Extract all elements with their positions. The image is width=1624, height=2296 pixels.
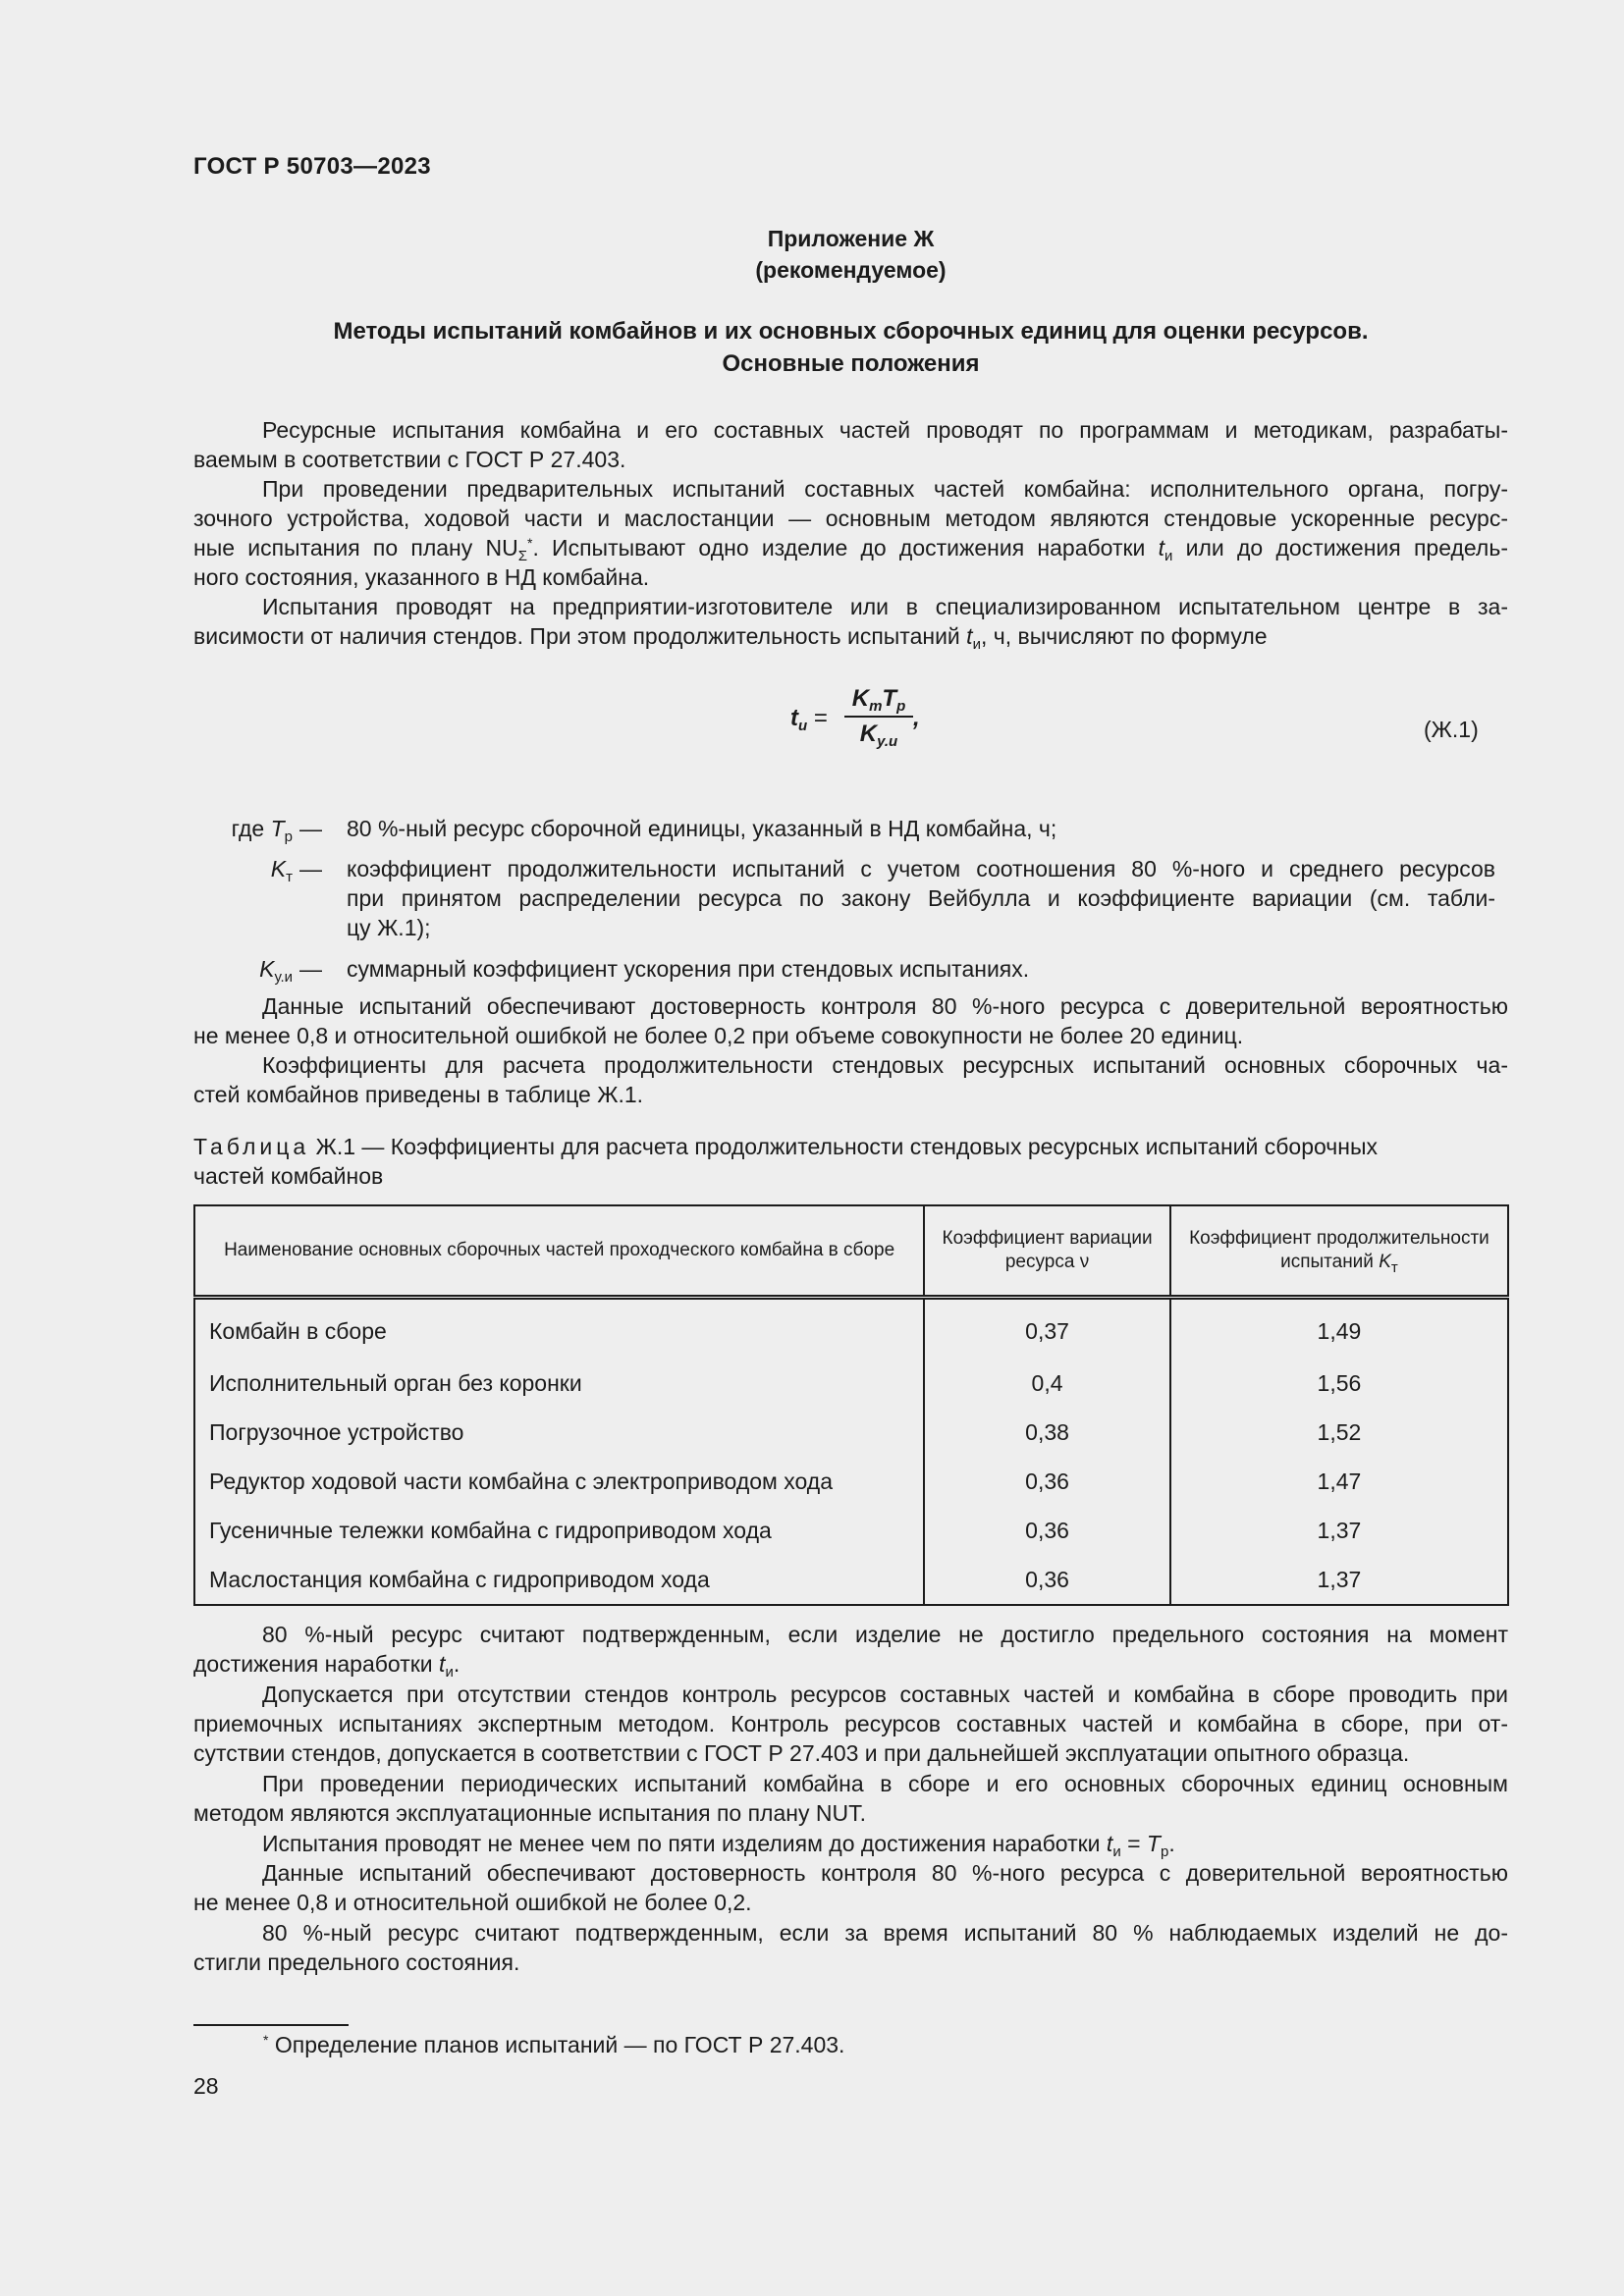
cell-duration: 1,49 (1170, 1298, 1508, 1360)
document-code: ГОСТ Р 50703—2023 (193, 153, 431, 180)
footnote-separator (193, 2024, 349, 2026)
paragraph-line: не менее 0,8 и относительной ошибкой не более 0,2 при объеме совокупности не более 20 единиц. (193, 1023, 1244, 1048)
table-caption-line: Таблица Ж.1 — Коэффициенты для расчета продолжительности стендовых ресурсных испытаний сборочных (193, 1134, 1379, 1159)
cell-duration: 1,52 (1170, 1408, 1508, 1457)
cell-duration: 1,37 (1170, 1506, 1508, 1555)
paragraph-line: ные испытания по плану $NU_\Sigma^*$. Испытывают одно изделие до достижения наработки $t_и$ или до достижения предель- (193, 535, 1508, 564)
cell-variation: 0,36 (924, 1506, 1170, 1555)
table-header-row (194, 1205, 1508, 1298)
page-number: 28 (193, 2073, 219, 2099)
formula-lhs: $t_и$ = (790, 705, 828, 734)
formula-denominator: $K_{у.и}$ (859, 721, 898, 750)
paragraph-line: стей комбайнов приведены в таблице Ж.1. (193, 1082, 644, 1107)
paragraph-line: стигли предельного состояния. (193, 1949, 520, 1975)
paragraph-8 (193, 1769, 1508, 1828)
definition-symbol: $K_{у.и}$ (259, 956, 293, 986)
cell-name: Комбайн в сборе (194, 1298, 924, 1360)
formula-numerator: $K_тT_р$ (851, 685, 906, 715)
coefficients-table (193, 1204, 1509, 1606)
cell-name: Редуктор ходовой части комбайна с электроприводом хода (194, 1457, 924, 1506)
paragraph-10 (193, 1858, 1508, 1917)
definition-symbol: $K_т$ (270, 856, 293, 885)
paragraph-1 (193, 415, 1508, 474)
paragraph-line: Испытания проводят на предприятии-изготовителе или в специализированном испытательном центре в за- (262, 594, 1508, 619)
definition-text: коэффициент продолжительности испытаний с учетом соотношения 80 %-ного и среднего ресурсов при принятом распределении ресурса по закону Вейбулла и коэффициенте вариации (см. табли- цу Ж.1); (347, 856, 1495, 940)
cell-name: Погрузочное устройство (194, 1408, 924, 1457)
definition-dash: — (299, 816, 322, 841)
table-row (194, 1457, 1508, 1506)
paragraph-5 (193, 1050, 1508, 1109)
paragraph-line: Коэффициенты для расчета продолжительности стендовых ресурсных испытаний основных сборочных ча- (262, 1052, 1508, 1078)
cell-duration: 1,47 (1170, 1457, 1508, 1506)
table-row (194, 1298, 1508, 1360)
table-row (194, 1359, 1508, 1408)
paragraph-line: При проведении предварительных испытаний составных частей комбайна: исполнительного органа, погру- (262, 476, 1508, 502)
column-header-duration: Коэффициент продолжительности испытаний $K_т$ (1170, 1205, 1508, 1298)
cell-name: Маслостанция комбайна с гидроприводом хода (194, 1555, 924, 1605)
paragraph-line: 80 %-ный ресурс считают подтвержденным, если изделие не достигло предельного состояния на момент (262, 1622, 1508, 1647)
column-header-variation: Коэффициент вариации ресурса ν (924, 1205, 1170, 1298)
paragraph-line: висимости от наличия стендов. При этом продолжительность испытаний $t_и$, ч, вычисляют по формуле (193, 623, 1268, 653)
table-caption-line: частей комбайнов (193, 1163, 384, 1189)
paragraph-9 (193, 1829, 1508, 1858)
table-row (194, 1506, 1508, 1555)
definition-dash: — (299, 956, 322, 982)
paragraph-line: ного состояния, указанного в НД комбайна. (193, 564, 650, 590)
fraction-bar (844, 716, 913, 718)
annex-title: Приложение Ж (767, 226, 935, 251)
paragraph-3 (193, 592, 1508, 651)
definition-symbol: где $T_р$ (231, 816, 293, 845)
paragraph-line: не менее 0,8 и относительной ошибкой не более 0,2. (193, 1890, 752, 1915)
cell-name: Исполнительный орган без коронки (194, 1359, 924, 1408)
paragraph-line: Допускается при отсутствии стендов контроль ресурсов составных частей и комбайна в сборе проводить при (262, 1682, 1508, 1707)
paragraph-line: 80 %-ный ресурс считают подтвержденным, если за время испытаний 80 % наблюдаемых изделий не до- (262, 1920, 1508, 1946)
paragraph-line: Ресурсные испытания комбайна и его составных частей проводят по программам и методикам, разрабаты- (262, 417, 1508, 443)
cell-duration: 1,56 (1170, 1359, 1508, 1408)
annex-heading-line1: Методы испытаний комбайнов и их основных сборочных единиц для оценки ресурсов. (333, 318, 1369, 345)
paragraph-line: методом являются эксплуатационные испытания по плану NUT. (193, 1800, 866, 1826)
footnote: * Определение планов испытаний — по ГОСТ Р 27.403. (263, 2032, 845, 2057)
table-row (194, 1555, 1508, 1605)
cell-variation: 0,37 (924, 1298, 1170, 1360)
paragraph-line: приемочных испытаниях экспертным методом. Контроль ресурсов составных частей и комбайна в сборе, при от- (193, 1711, 1508, 1736)
table-row (194, 1408, 1508, 1457)
formula-comma: , (913, 705, 920, 731)
annex-heading-line2: Основные положения (722, 350, 980, 377)
paragraph-4 (193, 991, 1508, 1050)
paragraph-line: сутствии стендов, допускается в соответствии с ГОСТ Р 27.403 и при дальнейшей эксплуатации опытного образца. (193, 1740, 1410, 1766)
paragraph-line: Данные испытаний обеспечивают достоверность контроля 80 %-ного ресурса с доверительной вероятностью (262, 993, 1508, 1019)
paragraph-line: Данные испытаний обеспечивают достоверность контроля 80 %-ного ресурса с доверительной вероятностью (262, 1860, 1508, 1886)
cell-variation: 0,38 (924, 1408, 1170, 1457)
paragraph-line: Испытания проводят не менее чем по пяти изделиям до достижения наработки $t_и = T_р$. (262, 1831, 1175, 1860)
paragraph-line: достижения наработки $t_и$. (193, 1651, 460, 1681)
paragraph-line: зочного устройства, ходовой части и маслостанции — основным методом являются стендовые ускоренные ресурс- (193, 506, 1508, 531)
annex-status: (рекомендуемое) (755, 257, 947, 283)
cell-duration: 1,37 (1170, 1555, 1508, 1605)
paragraph-7 (193, 1680, 1508, 1768)
paragraph-6 (193, 1620, 1508, 1679)
cell-variation: 0,36 (924, 1457, 1170, 1506)
paragraph-line: ваемым в соответствии с ГОСТ Р 27.403. (193, 447, 626, 472)
cell-variation: 0,4 (924, 1359, 1170, 1408)
table-caption (193, 1132, 1508, 1191)
table-label: Таблица (193, 1134, 310, 1159)
cell-variation: 0,36 (924, 1555, 1170, 1605)
cell-name: Гусеничные тележки комбайна с гидроприводом хода (194, 1506, 924, 1555)
formula-fraction (844, 685, 913, 748)
paragraph-11 (193, 1918, 1508, 1977)
paragraph-line: При проведении периодических испытаний комбайна в сборе и его основных сборочных единиц основным (262, 1771, 1508, 1796)
column-header-name: Наименование основных сборочных частей проходческого комбайна в сборе (194, 1205, 924, 1298)
definition-text: 80 %-ный ресурс сборочной единицы, указанный в НД комбайна, ч; (347, 816, 1057, 841)
definition-dash: — (299, 856, 322, 881)
formula-number: (Ж.1) (1424, 717, 1479, 742)
definition-text: суммарный коэффициент ускорения при стендовых испытаниях. (347, 956, 1030, 982)
paragraph-2 (193, 474, 1508, 592)
